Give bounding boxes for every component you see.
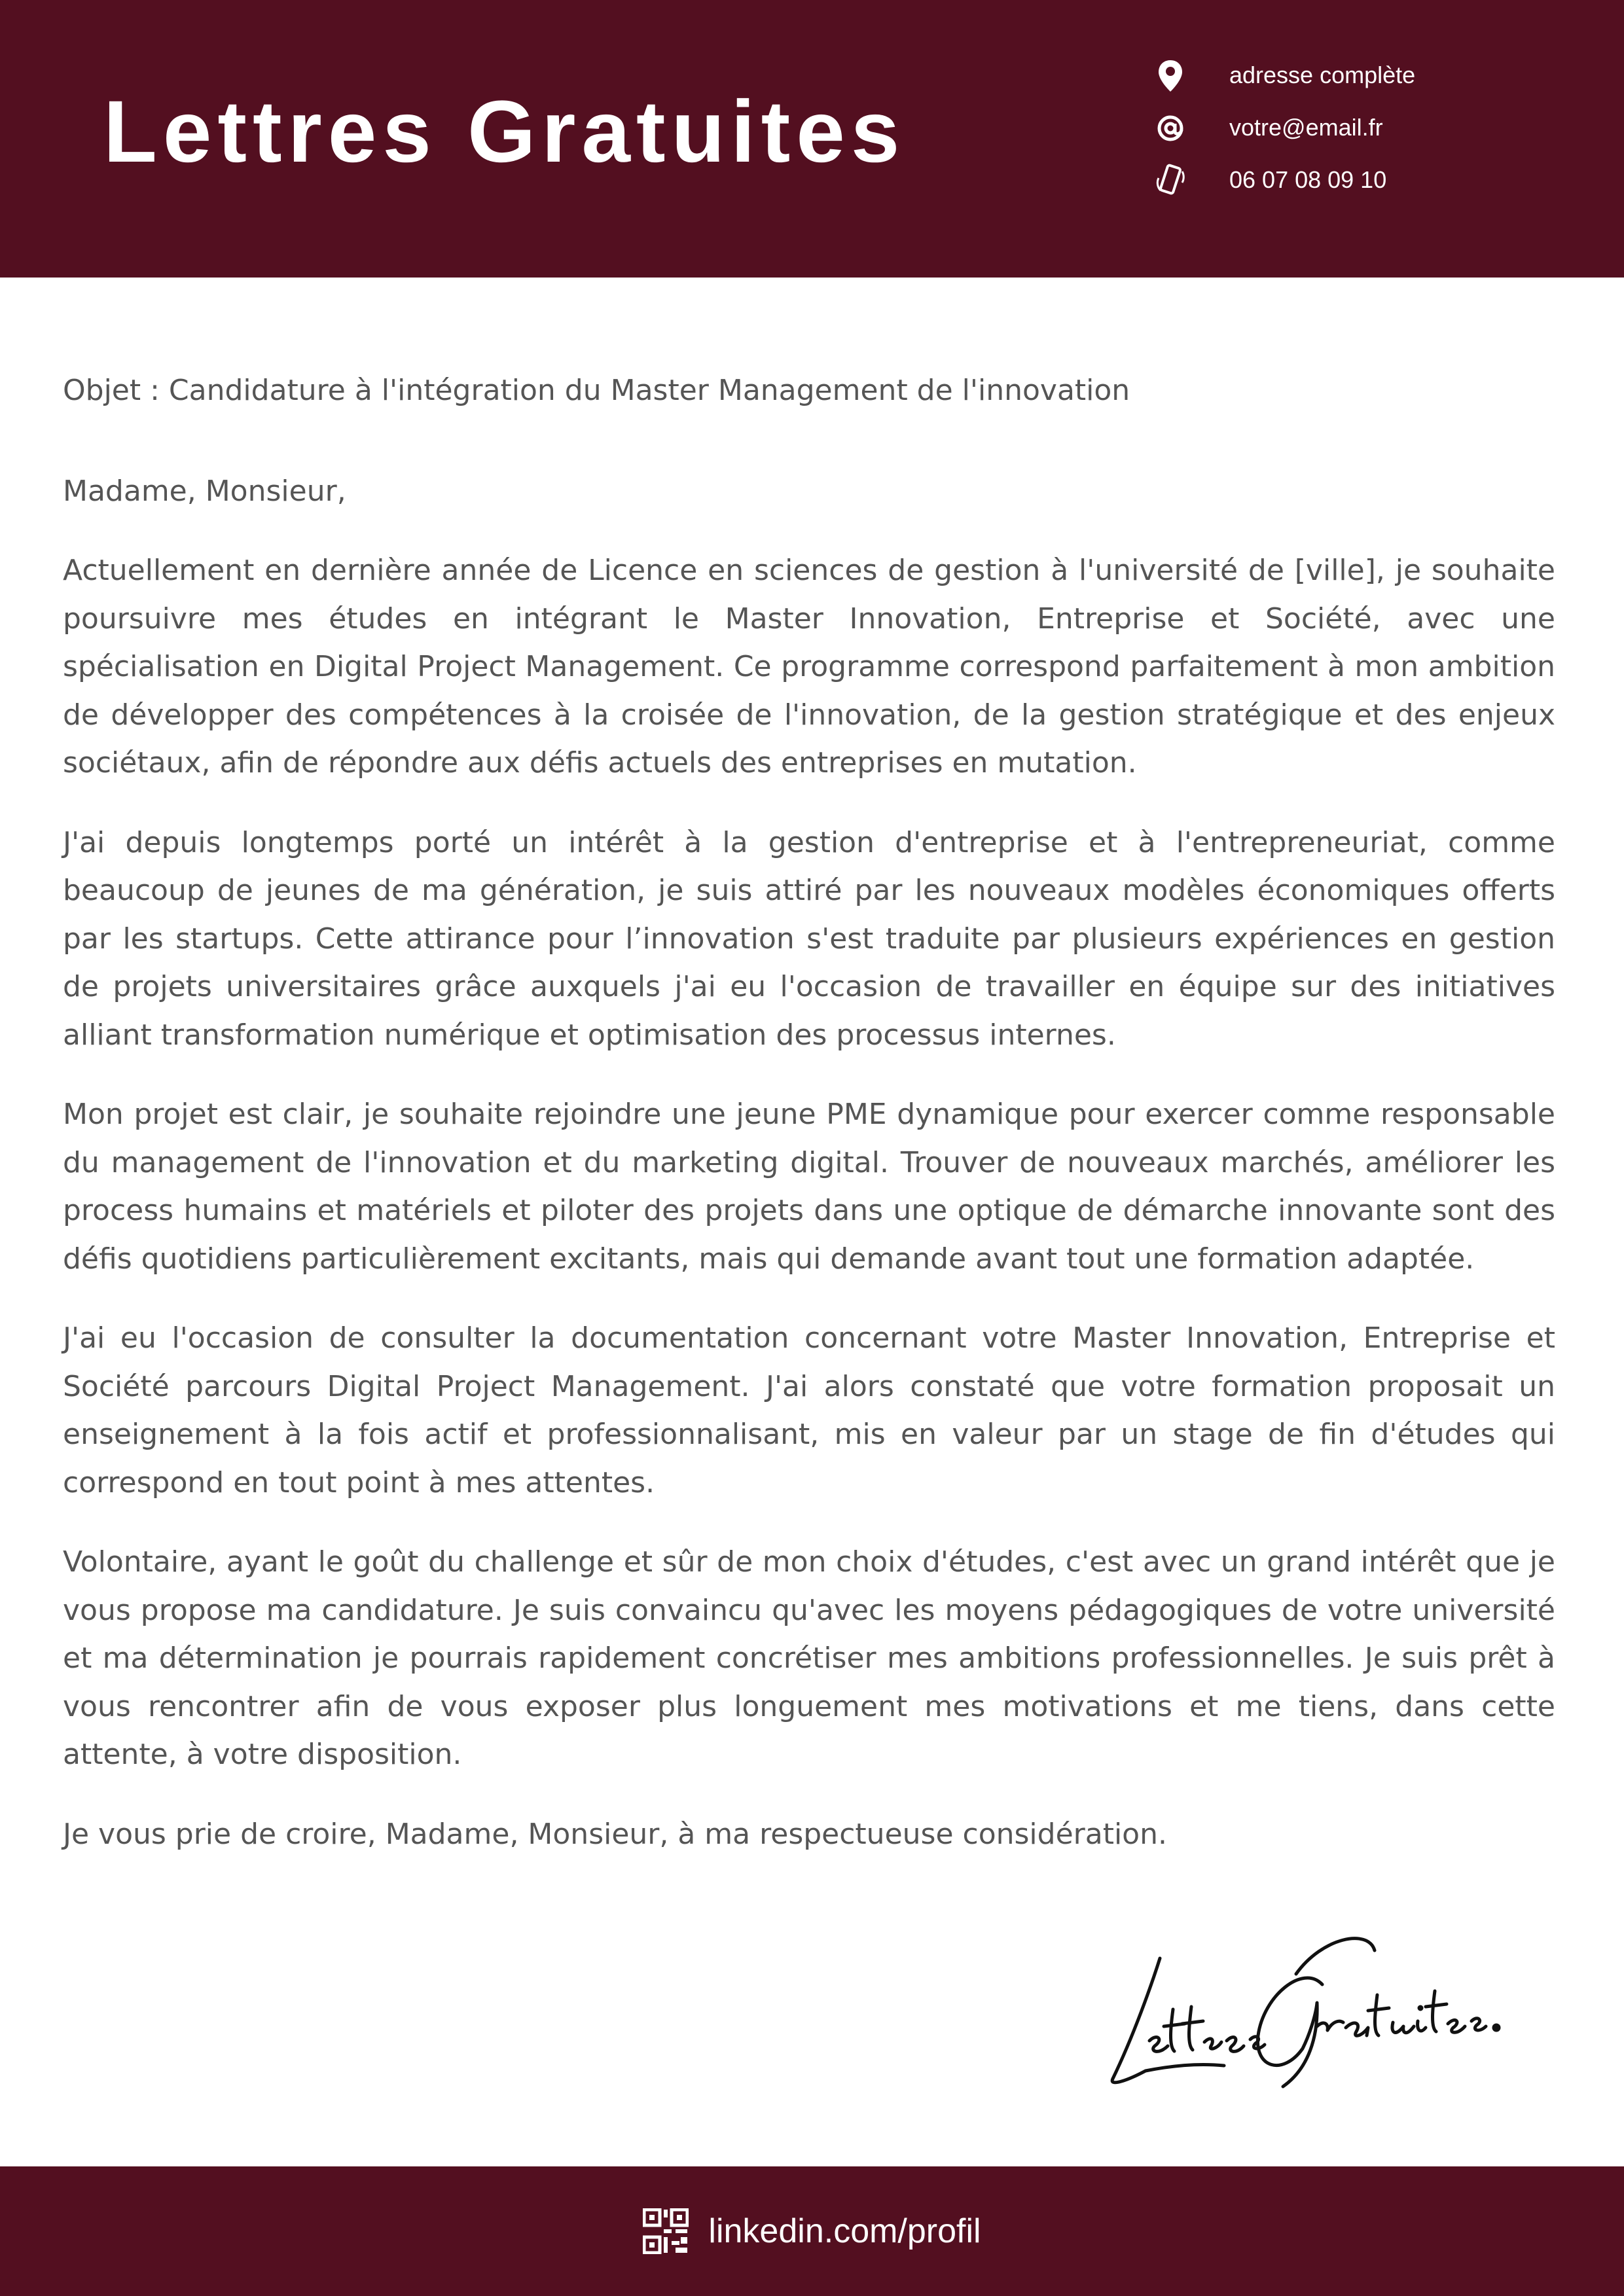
letter-paragraph-4: J'ai eu l'occasion de consulter la documentation concernant votre Master Innovation, Entreprise et Société parcours Digital Project Management. J'ai alors constaté que votre formation proposait un enseignement à la fois actif et professionnalisant, mis en valeur par un stage de fin d'études qui correspond en tout point à mes attentes. — [63, 1321, 1555, 1499]
letter-paragraph-5: Volontaire, ayant le goût du challenge et sûr de mon choix d'études, c'est avec un grand intérêt que je vous propose ma candidature. Je suis convaincu qu'avec les moyens pédagogiques de votre université et ma détermination je pourrais rapidement concrétiser mes ambitions professionnelles. Je suis prêt à vous rencontrer afin de vous exposer plus longuement mes motivations et me tiens, dans cette attente, à votre disposition. — [63, 1545, 1555, 1771]
footer-banner — [0, 2166, 1624, 2296]
contact-address — [1152, 52, 1610, 105]
qr-code-icon — [643, 2208, 689, 2254]
contact-phone — [1152, 157, 1610, 209]
footer-content — [0, 2166, 1624, 2296]
address-text: adresse complète — [1229, 62, 1416, 88]
handwritten-signature — [1087, 1911, 1519, 2094]
contact-email — [1152, 105, 1610, 157]
letter-paragraph-1: Actuellement en dernière année de Licence en sciences de gestion à l'université de [ville], je souhaite poursuivre mes études en intégrant le Master Innovation, Entreprise et Société, avec une spécialisation en Digital Project Management. Ce programme correspond parfaitement à mon ambition de développer des compétences à la croisée de l'innovation, de la gestion stratégique et des enjeux sociétaux, afin de répondre aux défis actuels des entreprises en mutation. — [63, 554, 1555, 780]
letter-body — [63, 367, 1555, 1858]
linkedin-link[interactable]: linkedin.com/profil — [708, 2212, 981, 2250]
at-sign-icon — [1152, 110, 1189, 147]
letter-paragraph-2: J'ai depuis longtemps porté un intérêt à la gestion d'entreprise et à l'entrepreneuriat, comme beaucoup de jeunes de ma génération, je suis attiré par les nouveaux modèles économiques offerts par les startups. Cette attirance pour l’innovation s'est traduite par plusieurs expériences en gestion de projets universitaires grâce auxquels j'ai eu l'occasion de travailler en équipe sur des initiatives alliant transformation numérique et optimisation des processus internes. — [63, 825, 1555, 1052]
phone-icon — [1152, 162, 1189, 199]
sender-name: Lettres Gratuites — [103, 83, 906, 181]
letter-salutation: Madame, Monsieur, — [63, 474, 346, 508]
letter-subject: Objet : Candidature à l'intégration du Master Management de l'innovation — [63, 374, 1130, 407]
header-banner — [0, 0, 1624, 278]
phone-text: 06 07 08 09 10 — [1229, 166, 1387, 193]
letter-closing: Je vous prie de croire, Madame, Monsieur, à ma respectueuse considération. — [63, 1817, 1167, 1851]
location-pin-icon — [1152, 58, 1189, 94]
contact-list — [1152, 52, 1610, 209]
letter-paragraph-3: Mon projet est clair, je souhaite rejoindre une jeune PME dynamique pour exercer comme responsable du management de l'innovation et du marketing digital. Trouver de nouveaux marchés, améliorer les process humains et matériels et piloter des projets dans une optique de démarche innovante sont des défis quotidiens particulièrement excitants, mais qui demande avant tout une formation adaptée. — [63, 1098, 1555, 1276]
email-text: votre@email.fr — [1229, 114, 1383, 141]
